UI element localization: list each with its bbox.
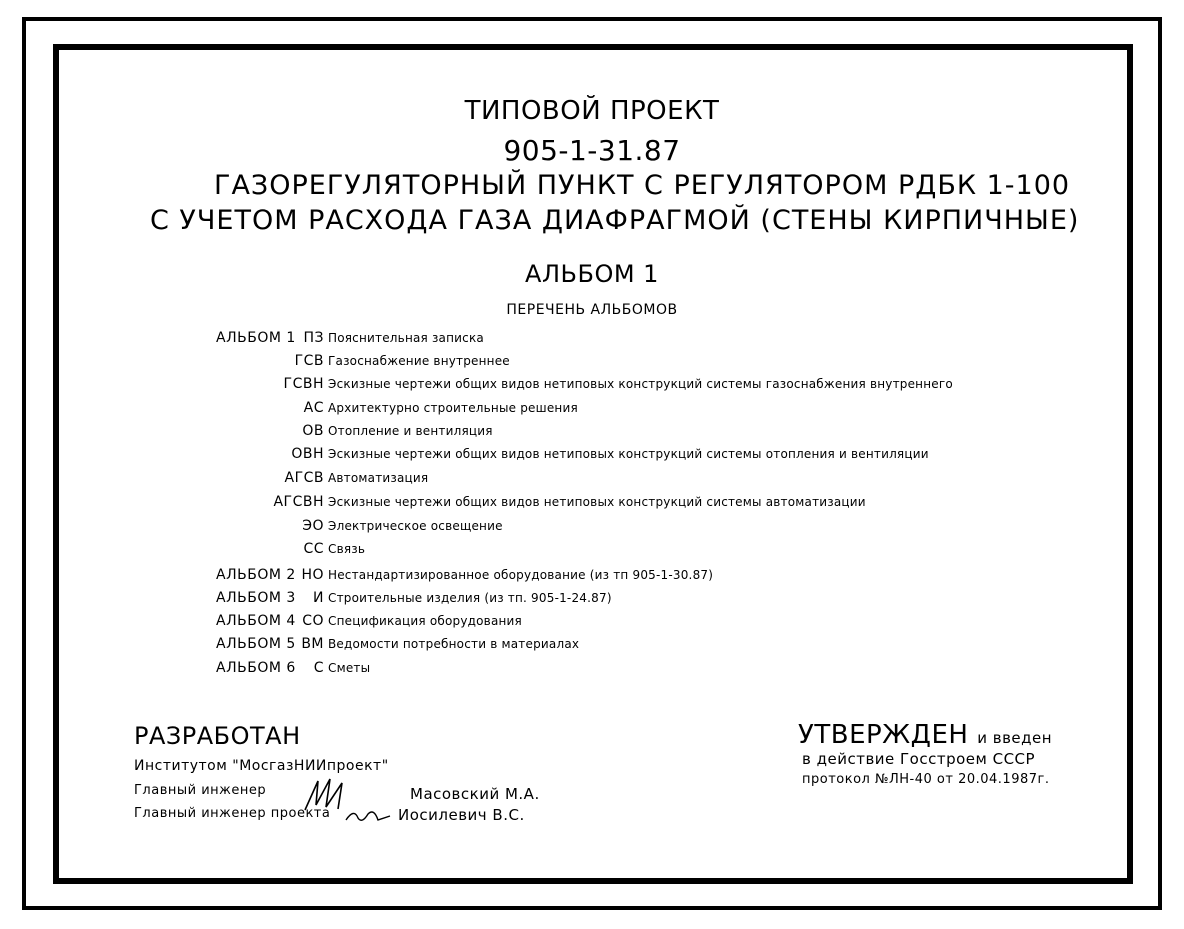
- project-number: 905-1-31.87: [503, 134, 681, 167]
- album-description: Отопление и вентиляция: [328, 424, 493, 438]
- album-code: СО: [302, 613, 324, 629]
- album-description: Сметы: [328, 661, 371, 675]
- album-number: АЛЬБОМ 1: [216, 330, 296, 346]
- project-chief-name: Иосилевич В.С.: [398, 806, 525, 824]
- album-code: СС: [303, 541, 324, 557]
- album-heading: АЛЬБОМ 1: [525, 260, 659, 288]
- project-title-line1: ГАЗОРЕГУЛЯТОРНЫЙ ПУНКТ С РЕГУЛЯТОРОМ РДБК 1-100: [214, 170, 1071, 201]
- album-code: ВМ: [301, 636, 324, 652]
- album-code: ЭО: [302, 518, 324, 534]
- project-type-heading: ТИПОВОЙ ПРОЕКТ: [464, 96, 720, 126]
- album-number: АЛЬБОМ 3: [216, 590, 296, 606]
- approved-heading: [798, 720, 1052, 750]
- project-title-line2: С УЧЕТОМ РАСХОДА ГАЗА ДИАФРАГМОЙ (СТЕНЫ КИРПИЧНЫЕ): [150, 205, 1080, 236]
- project-chief-signature-icon: [344, 804, 394, 826]
- album-code: АС: [303, 400, 324, 416]
- approved-protocol: протокол №ЛН-40 от 20.04.1987г.: [802, 772, 1050, 787]
- album-code: С: [313, 660, 324, 676]
- approved-line2: в действие Госстроем СССР: [802, 750, 1036, 768]
- album-description: Спецификация оборудования: [328, 614, 522, 628]
- album-code: И: [313, 590, 324, 606]
- album-description: Автоматизация: [328, 471, 429, 485]
- album-description: Ведомости потребности в материалах: [328, 637, 580, 651]
- album-description: Электрическое освещение: [328, 519, 503, 533]
- album-number: АЛЬБОМ 5: [216, 636, 296, 652]
- approved-title: УТВЕРЖДЕН: [798, 720, 969, 750]
- album-description: Эскизные чертежи общих видов нетиповых конструкций системы отопления и вентиляции: [328, 447, 929, 461]
- chief-engineer-label: Главный инженер: [134, 783, 267, 798]
- album-description: Эскизные чертежи общих видов нетиповых конструкций системы газоснабжения внутреннего: [328, 377, 953, 391]
- chief-engineer-name: Масовский М.А.: [410, 785, 540, 803]
- album-code: АГСВ: [284, 470, 324, 486]
- album-description: Архитектурно строительные решения: [328, 401, 578, 415]
- album-description: Строительные изделия (из тп. 905-1-24.87): [328, 591, 612, 605]
- album-code: ПЗ: [303, 330, 324, 346]
- album-number: АЛЬБОМ 2: [216, 567, 296, 583]
- album-description: Нестандартизированное оборудование (из тп 905-1-30.87): [328, 568, 714, 582]
- album-description: Пояснительная записка: [328, 331, 484, 345]
- project-chief-label: Главный инженер проекта: [134, 806, 331, 821]
- album-code: ОВН: [291, 446, 324, 462]
- album-code: ОВ: [302, 423, 324, 439]
- album-code: ГСВ: [294, 353, 324, 369]
- album-code: АГСВН: [273, 494, 324, 510]
- album-number: АЛЬБОМ 4: [216, 613, 296, 629]
- approved-title-tail: и введен: [977, 729, 1053, 747]
- album-description: Эскизные чертежи общих видов нетиповых конструкций системы автоматизации: [328, 495, 866, 509]
- developed-heading: РАЗРАБОТАН: [134, 722, 301, 750]
- album-number: АЛЬБОМ 6: [216, 660, 296, 676]
- album-code: НО: [301, 567, 324, 583]
- album-description: Связь: [328, 542, 366, 556]
- album-description: Газоснабжение внутреннее: [328, 354, 510, 368]
- album-list-title: ПЕРЕЧЕНЬ АЛЬБОМОВ: [506, 302, 678, 318]
- album-code: ГСВН: [283, 376, 324, 392]
- developer-institute: Институтом "МосгазНИИпроект": [134, 758, 389, 774]
